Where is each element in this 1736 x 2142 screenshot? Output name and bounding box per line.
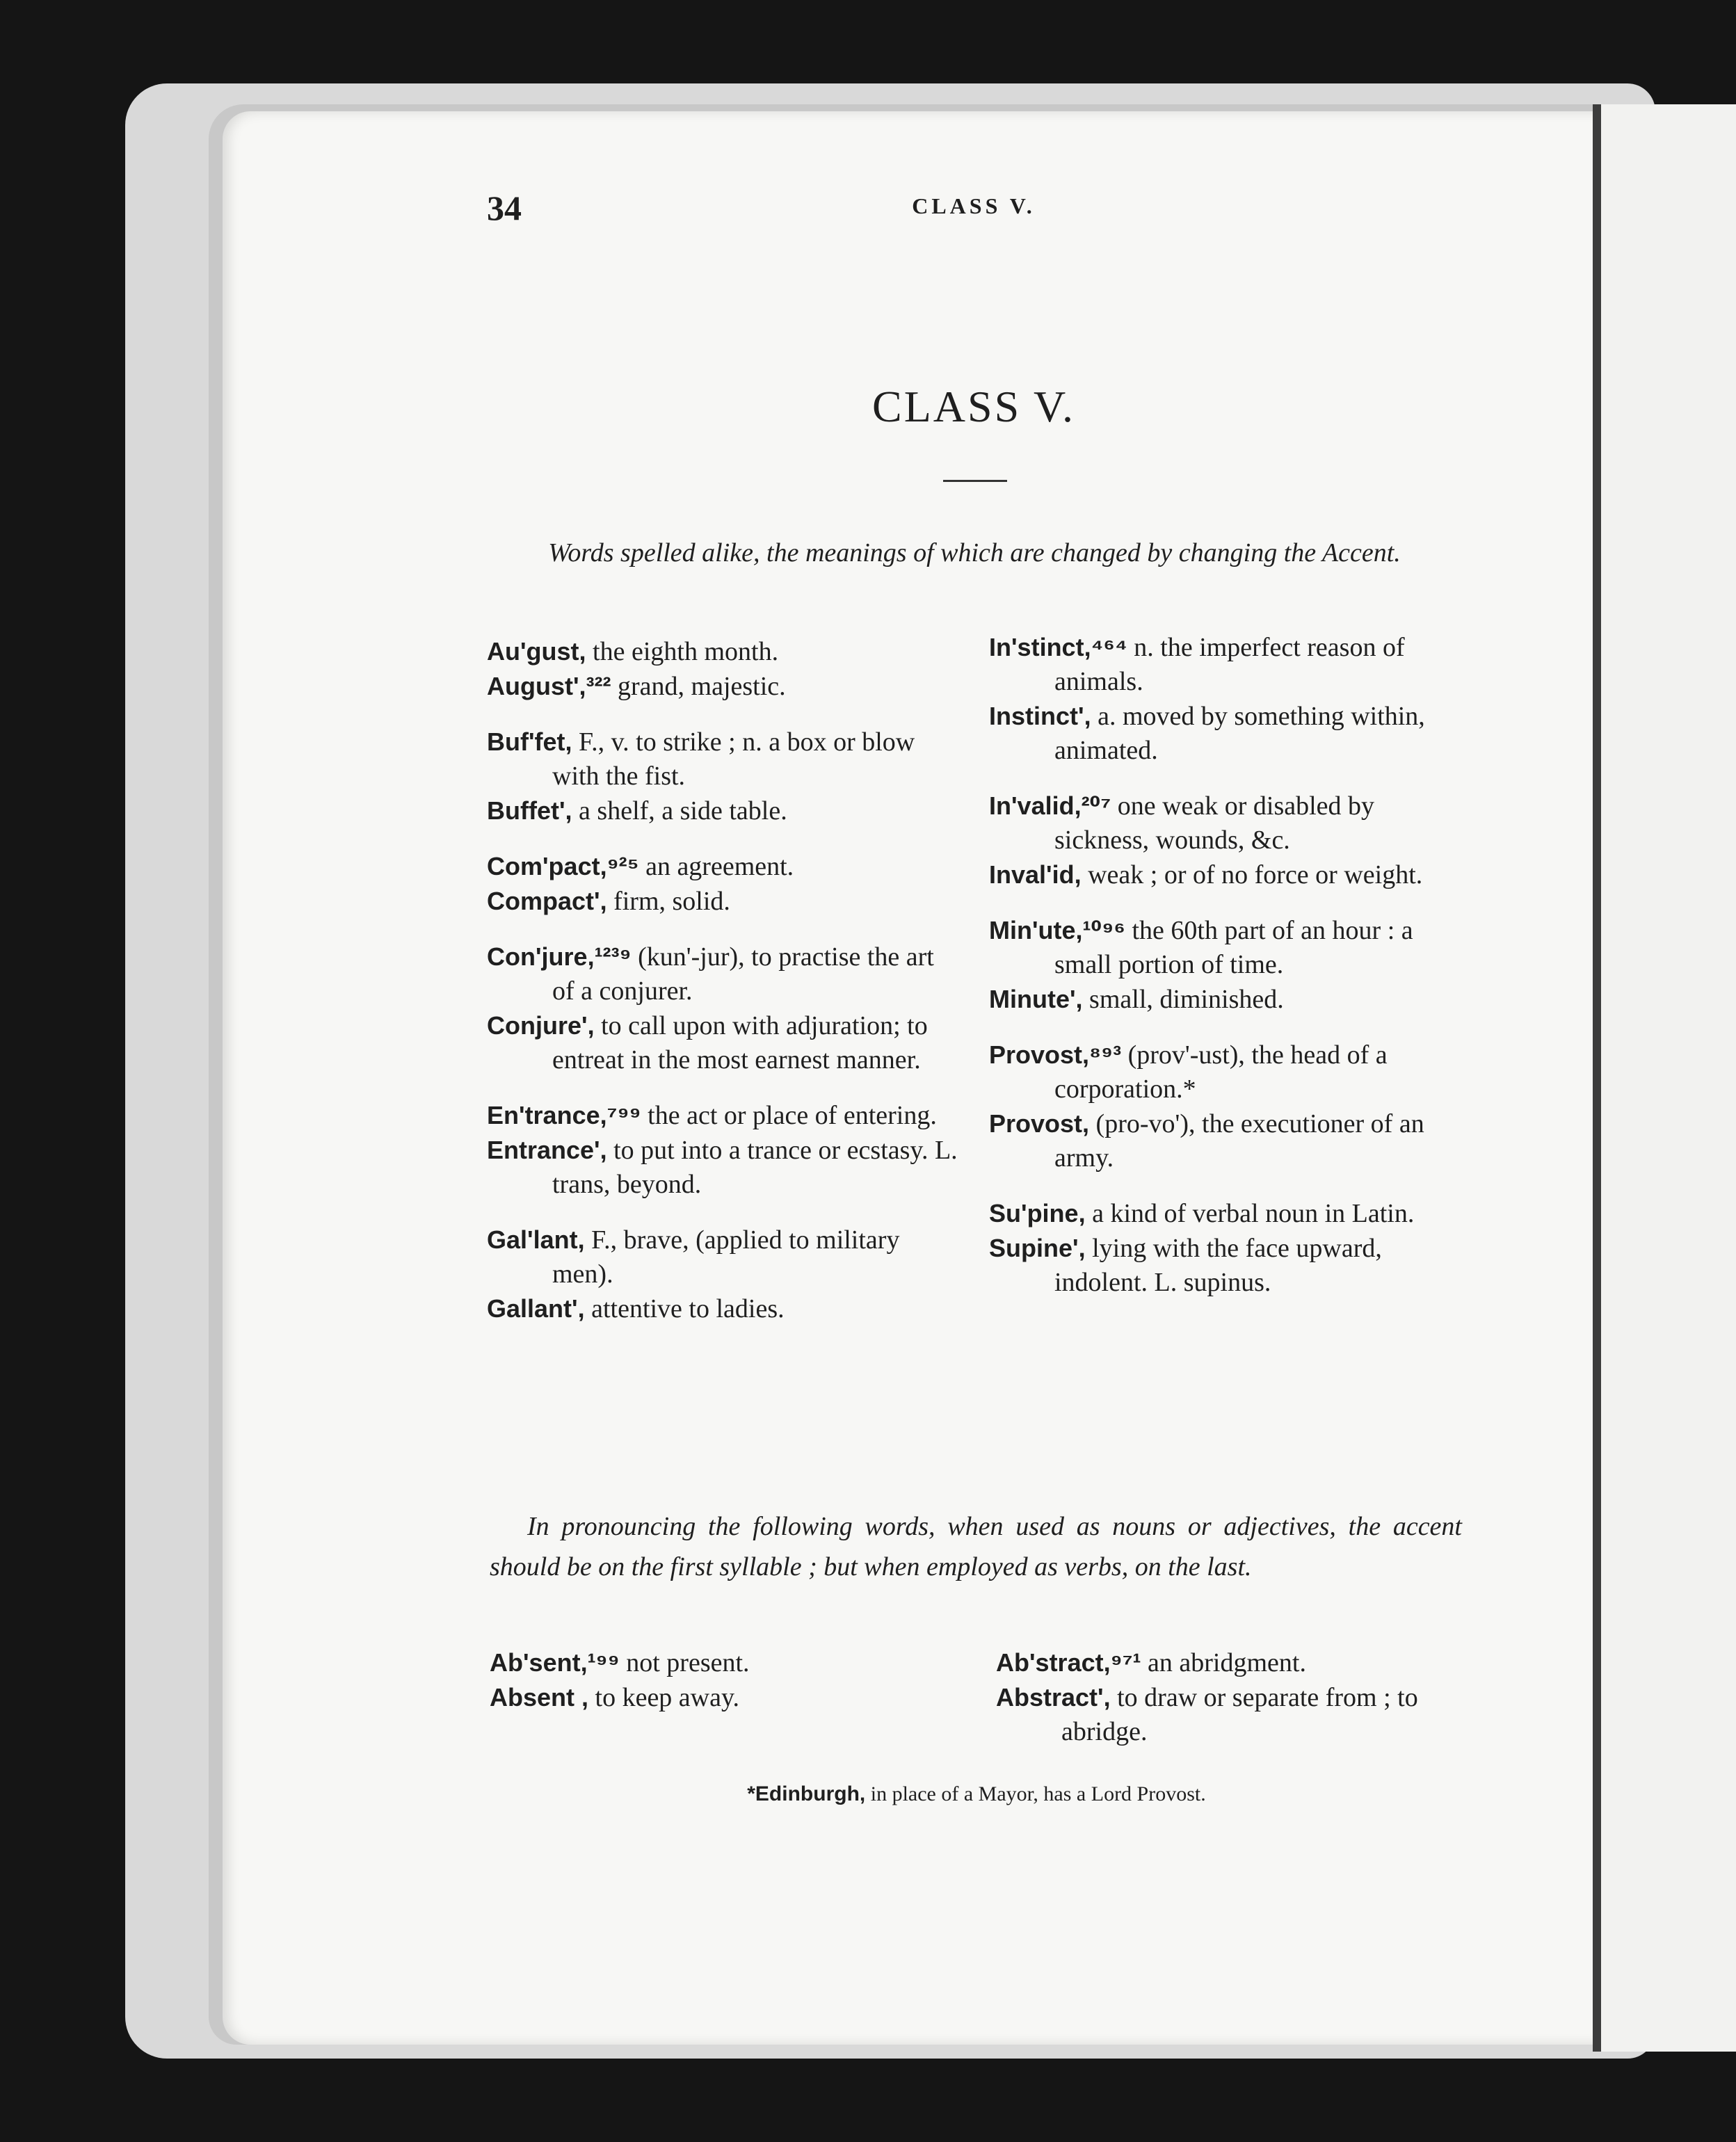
dictionary-entry — [490, 1645, 963, 1680]
dictionary-entry — [487, 849, 960, 884]
entry-definition: the act or place of entering. — [641, 1101, 937, 1130]
running-head — [487, 188, 1461, 230]
entry-headword: Su'pine, — [989, 1199, 1086, 1227]
entry-definition: attentive to ladies. — [584, 1294, 785, 1323]
entry-definition: one weak or disabled by sickness, wounds, &c. — [1054, 791, 1375, 855]
page-number: 34 — [487, 188, 522, 227]
entry-headword: Instinct', — [989, 702, 1091, 730]
entry-headword: Provost, — [989, 1109, 1090, 1138]
entry-gap — [487, 704, 960, 725]
dictionary-entry — [989, 982, 1462, 1017]
dictionary-entry — [989, 630, 1462, 699]
section-intro: Words spelled alike, the meanings of which are changed by changing the Accent. — [548, 538, 1401, 567]
entry-definition: (pro-vo'), the executioner of an army. — [1054, 1109, 1424, 1173]
dictionary-entry — [989, 913, 1462, 982]
dictionary-entry — [989, 857, 1462, 892]
entry-definition: (prov'-ust), the head of a corporation.* — [1054, 1040, 1388, 1104]
book-gutter — [1593, 104, 1601, 2052]
entry-headword: Abstract', — [996, 1683, 1111, 1712]
dictionary-entry — [487, 1133, 960, 1202]
dictionary-entry — [490, 1680, 963, 1715]
entry-headword: Au'gust, — [487, 637, 586, 666]
dictionary-entry — [996, 1680, 1469, 1749]
dictionary-entry — [487, 725, 960, 794]
entry-definition: an agreement. — [638, 852, 794, 881]
dictionary-entry — [487, 884, 960, 919]
entry-headword: Min'ute,¹⁰⁹⁶ — [989, 916, 1125, 944]
entry-headword: In'stinct,⁴⁶⁴ — [989, 633, 1127, 661]
entry-headword: Entrance', — [487, 1136, 607, 1164]
entries-left-column — [487, 634, 960, 1326]
entry-headword: En'trance,⁷⁹⁹ — [487, 1101, 641, 1129]
facing-page-edge — [1601, 104, 1736, 2052]
entry-headword: Ab'stract,⁹⁷¹ — [996, 1648, 1141, 1677]
entry-definition: to call upon with adjuration; to entreat in the most earnest manner. — [552, 1011, 928, 1074]
entry-definition: an abridgment. — [1141, 1648, 1306, 1677]
entry-headword: Gallant', — [487, 1294, 585, 1323]
entry-definition: small, diminished. — [1082, 985, 1284, 1014]
entry-gap — [989, 768, 1462, 789]
entry-headword: Ab'sent,¹⁹⁹ — [490, 1648, 620, 1677]
entry-headword: Minute', — [989, 985, 1083, 1013]
entry-headword: In'valid,²⁰⁷ — [989, 791, 1111, 820]
entry-headword: Conjure', — [487, 1011, 595, 1040]
entry-definition: the 60th part of an hour : a small portion of time. — [1054, 916, 1413, 979]
entry-headword: Gal'lant, — [487, 1225, 585, 1254]
entry-definition: grand, majestic. — [611, 672, 786, 701]
entry-headword: Supine', — [989, 1234, 1086, 1262]
entry-gap — [487, 1077, 960, 1098]
dictionary-entry — [989, 1196, 1462, 1231]
entry-headword: Compact', — [487, 887, 607, 915]
entry-definition: (kun'-jur), to practise the art of a conjurer. — [552, 942, 934, 1006]
entry-definition: firm, solid. — [606, 887, 730, 916]
pronunciation-note: In pronouncing the following words, when used as nouns or adjectives, the accent should be on the first syllable ; but when employed as verbs, on the last. — [490, 1512, 1462, 1581]
running-title: CLASS V. — [912, 193, 1036, 218]
dictionary-entry — [487, 1223, 960, 1291]
entry-definition: lying with the face upward, indolent. L. supinus. — [1054, 1234, 1382, 1297]
entry-definition: F., v. to strike ; n. a box or blow with the fist. — [552, 727, 915, 791]
dictionary-entry — [487, 794, 960, 828]
entries2-left-column — [490, 1645, 963, 1715]
entry-definition: the eighth month. — [586, 637, 779, 666]
dictionary-entry — [989, 699, 1462, 768]
entry-definition: a shelf, a side table. — [572, 796, 787, 826]
entry-definition: to keep away. — [588, 1683, 740, 1712]
title-rule — [943, 480, 1007, 482]
entry-definition: F., brave, (applied to military men). — [552, 1225, 900, 1289]
entry-headword: Con'jure,¹²³⁹ — [487, 942, 632, 971]
entry-gap — [989, 1175, 1462, 1196]
dictionary-entry — [487, 669, 960, 704]
entry-headword: August',³²² — [487, 672, 611, 700]
entry-definition: a. moved by something within, animated. — [1054, 702, 1425, 765]
entries-right-column — [989, 630, 1462, 1300]
dictionary-entry — [487, 1008, 960, 1077]
dictionary-entry — [487, 634, 960, 669]
footnote-text: in place of a Mayor, has a Lord Provost. — [865, 1782, 1206, 1805]
entry-definition: a kind of verbal noun in Latin. — [1085, 1199, 1415, 1228]
entry-headword: Provost,⁸⁹³ — [989, 1040, 1122, 1069]
entry-definition: not present. — [619, 1648, 750, 1677]
dictionary-entry — [487, 940, 960, 1008]
entries2-right-column — [996, 1645, 1469, 1749]
entry-gap — [989, 1017, 1462, 1038]
dictionary-entry — [989, 1106, 1462, 1175]
footnote-headword: *Edinburgh, — [747, 1782, 866, 1805]
dictionary-entry — [989, 1038, 1462, 1106]
entry-gap — [989, 892, 1462, 913]
dictionary-entry — [989, 789, 1462, 857]
dictionary-entry — [487, 1098, 960, 1133]
entry-headword: Com'pact,⁹²⁵ — [487, 852, 639, 880]
dictionary-entry — [487, 1291, 960, 1326]
entry-definition: to draw or separate from ; to abridge. — [1061, 1683, 1418, 1746]
entry-definition: n. the imperfect reason of animals. — [1054, 633, 1405, 696]
entry-headword: Buffet', — [487, 796, 572, 825]
entry-headword: Absent , — [490, 1683, 589, 1712]
footnote — [490, 1782, 1463, 1806]
entry-gap — [487, 919, 960, 940]
entry-gap — [487, 1202, 960, 1223]
dictionary-entry — [996, 1645, 1469, 1680]
section-title: CLASS V. — [872, 382, 1075, 431]
entry-headword: Inval'id, — [989, 860, 1082, 889]
dictionary-entry — [989, 1231, 1462, 1300]
entry-definition: to put into a trance or ecstasy. L. trans, beyond. — [552, 1136, 958, 1199]
entry-headword: Buf'fet, — [487, 727, 572, 756]
entry-gap — [487, 828, 960, 849]
entry-definition: weak ; or of no force or weight. — [1081, 860, 1423, 889]
